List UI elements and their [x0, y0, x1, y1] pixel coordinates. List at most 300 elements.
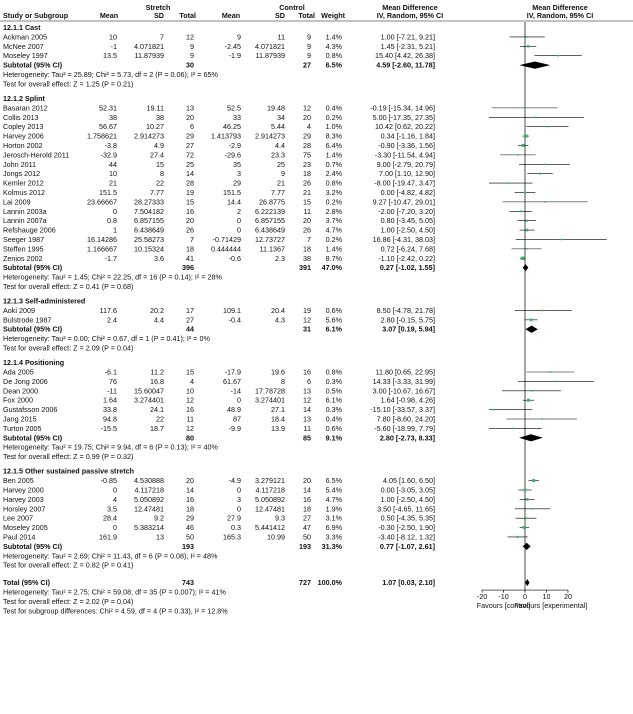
study-weight: 2.8%: [325, 206, 342, 216]
stretch-mean: 0.8: [107, 216, 117, 226]
header-weight: Weight: [321, 11, 345, 20]
stretch-sd: 27.4: [150, 150, 164, 160]
point-estimate-square: [512, 428, 514, 430]
control-sd: 2.914273: [255, 131, 285, 141]
study-name: Jongs 2012: [3, 169, 41, 179]
control-sd: 2.3: [275, 253, 285, 263]
stretch-mean: 1: [113, 225, 117, 235]
control-mean: 35: [233, 159, 241, 169]
header-study: Study or Subgroup: [3, 11, 69, 20]
study-weight: 1.0%: [325, 122, 342, 132]
header-mean-difference: Mean Difference: [382, 3, 438, 12]
point-estimate-square: [517, 154, 519, 156]
stretch-mean: 23.66667: [87, 197, 117, 207]
subgroup-overall-effect: Test for overall effect: Z = 0.41 (P = 0.68): [3, 281, 134, 291]
study-name: Harvey 2000: [3, 485, 44, 495]
stretch-total: 72: [186, 150, 194, 160]
subtotal-diamond: [523, 264, 529, 271]
study-name: Jerosch-Herold 2011: [3, 150, 70, 160]
stretch-mean: -6.1: [104, 367, 117, 377]
subgroup-title: 12.1.4 Positioning: [3, 358, 65, 368]
control-mean: 0.444444: [211, 244, 241, 254]
subgroup-differences: Test for subgroup differences: Chi² = 4.59, df = 4 (P = 0.33), I² = 12.8%: [3, 606, 228, 616]
subtotal-label: Subtotal (95% CI): [3, 324, 63, 334]
study-ci: 0.34 [-1.16, 1.84]: [380, 131, 435, 141]
subtotal-diamond: [519, 62, 550, 69]
stretch-mean: 0: [113, 485, 117, 495]
control-mean: 29: [233, 178, 241, 188]
stretch-sd: 10.27: [146, 122, 164, 132]
control-sd: 17.78728: [255, 386, 285, 396]
control-sd: 3.279121: [255, 476, 285, 486]
stretch-mean: 1.64: [103, 395, 117, 405]
study-weight: 6.4%: [325, 140, 342, 150]
study-weight: 4.7%: [325, 225, 342, 235]
control-total: 21: [303, 187, 311, 197]
stretch-sd: 10.15324: [134, 244, 164, 254]
control-mean: 48.9: [227, 405, 241, 415]
study-ci: -5.60 [-18.99, 7.79]: [374, 423, 435, 433]
study-name: Turton 2005: [3, 423, 42, 433]
control-sd: 5.050892: [255, 494, 285, 504]
study-name: Refshauge 2006: [3, 225, 56, 235]
control-sd: 5.44: [271, 122, 285, 132]
study-ci: 14.33 [-3.33, 31.99]: [372, 376, 435, 386]
point-estimate-square: [526, 229, 529, 232]
x-axis-tick-label: 10: [542, 592, 551, 602]
stretch-total: 25: [186, 159, 194, 169]
point-estimate-square: [527, 399, 530, 402]
control-sd: 11.87939: [255, 51, 285, 61]
study-name: Aoki 2009: [3, 305, 35, 315]
stretch-sd: 13: [156, 532, 164, 542]
subtotal-control-total: 27: [303, 60, 311, 70]
control-total: 50: [303, 532, 311, 542]
control-mean: 0: [237, 485, 241, 495]
stretch-total: 20: [186, 216, 194, 226]
header-sd1: SD: [154, 11, 164, 20]
stretch-sd: 3.6: [154, 253, 164, 263]
control-total: 14: [303, 405, 311, 415]
control-mean: 52.5: [227, 103, 241, 113]
stretch-total: 20: [186, 476, 194, 486]
stretch-sd: 3.274401: [134, 395, 164, 405]
control-sd: 23.3: [271, 150, 285, 160]
stretch-mean: 38: [109, 112, 117, 122]
stretch-mean: 151.5: [99, 187, 117, 197]
header-group2: Control: [279, 3, 305, 12]
study-ci: 4.05 [1.60, 6.50]: [383, 476, 435, 486]
stretch-total: 12: [186, 32, 194, 42]
x-axis-tick-label: 0: [523, 592, 527, 602]
stretch-total: 18: [186, 504, 194, 514]
point-estimate-square: [526, 498, 529, 501]
study-ci: 10.42 [0.62, 20.22]: [375, 122, 435, 132]
study-weight: 0.3%: [325, 405, 342, 415]
control-total: 27: [303, 513, 311, 523]
study-weight: 0.8%: [325, 178, 342, 188]
stretch-sd: 4.071821: [134, 41, 164, 51]
subtotal-control-total: 193: [299, 541, 311, 551]
study-name: Copley 2013: [3, 122, 44, 132]
point-estimate-square: [532, 479, 535, 482]
stretch-mean: 56.67: [99, 122, 117, 132]
study-name: Jang 2015: [3, 414, 37, 424]
study-weight: 0.2%: [325, 234, 342, 244]
subgroup-overall-effect: Test for overall effect: Z = 0.82 (P = 0.41): [3, 560, 134, 570]
stretch-sd: 7: [160, 32, 164, 42]
study-name: Collis 2013: [3, 112, 39, 122]
stretch-mean: 0: [113, 523, 117, 533]
study-weight: 0.3%: [325, 376, 342, 386]
stretch-sd: 2.914273: [134, 131, 164, 141]
control-mean: 0.3: [231, 523, 241, 533]
control-total: 16: [303, 367, 311, 377]
control-mean: 27.9: [227, 513, 241, 523]
point-estimate-square: [525, 517, 527, 519]
study-ci: 9.27 [-10.47, 29.01]: [372, 197, 435, 207]
control-sd: 8: [281, 376, 285, 386]
study-ci: 5.00 [-17.35, 27.35]: [372, 112, 435, 122]
stretch-sd: 19.11: [146, 103, 164, 113]
header-mean-difference-plot: Mean Difference: [532, 3, 588, 12]
stretch-mean: -11: [107, 386, 117, 396]
subtotal-ci: 0.77 [-1.07, 2.61]: [379, 541, 435, 551]
study-ci: -3.30 [-11.54, 4.94]: [374, 150, 435, 160]
subtotal-control-total: 31: [303, 324, 311, 334]
study-weight: 5.6%: [325, 315, 342, 325]
control-sd: 11: [277, 32, 285, 42]
stretch-mean: 4: [113, 494, 117, 504]
control-sd: 25: [277, 159, 285, 169]
control-mean: 14.4: [227, 197, 241, 207]
study-ci: 2.80 [-0.15, 5.75]: [380, 315, 435, 325]
control-sd: 21: [277, 178, 285, 188]
study-weight: 0.8%: [325, 51, 342, 61]
control-sd: 3.274401: [255, 395, 285, 405]
control-total: 20: [303, 476, 311, 486]
study-ci: 0.80 [-3.45, 5.05]: [380, 216, 435, 226]
study-name: Horton 2002: [3, 140, 43, 150]
control-sd: 12.73727: [255, 234, 285, 244]
control-mean: -4.9: [228, 476, 241, 486]
study-weight: 6.5%: [325, 476, 342, 486]
control-mean: 3: [237, 169, 241, 179]
control-total: 29: [303, 131, 311, 141]
point-estimate-square: [542, 310, 544, 312]
control-total: 13: [303, 386, 311, 396]
study-weight: 1.4%: [325, 244, 342, 254]
control-total: 28: [303, 140, 311, 150]
control-total: 12: [303, 395, 311, 405]
study-ci: 1.00 [-2.50, 4.50]: [380, 494, 435, 504]
subgroup-title: 12.1.2 Splint: [3, 93, 45, 103]
stretch-total: 29: [186, 131, 194, 141]
stretch-total: 28: [186, 178, 194, 188]
control-mean: -2.45: [224, 41, 241, 51]
point-estimate-square: [526, 248, 528, 250]
subgroup-heterogeneity: Heterogeneity: Tau² = 1.45; Chi² = 22.25, df = 16 (P = 0.14); I² = 28%: [3, 272, 222, 282]
control-sd: 19.48: [267, 103, 285, 113]
stretch-sd: 4.9: [154, 140, 164, 150]
study-name: McNee 2007: [3, 41, 44, 51]
subgroup-title: 12.1.1 Cast: [3, 23, 41, 32]
total-stretch-total: 743: [182, 578, 194, 588]
control-total: 9: [307, 41, 311, 51]
study-ci: 0.50 [-4.35, 5.35]: [380, 513, 435, 523]
point-estimate-square: [560, 239, 562, 241]
control-sd: 6.222139: [255, 206, 285, 216]
stretch-mean: 2.4: [107, 315, 117, 325]
control-mean: 165.3: [223, 532, 241, 542]
control-total: 23: [303, 159, 311, 169]
stretch-mean: 1.166667: [87, 244, 117, 254]
stretch-sd: 15.60047: [134, 386, 164, 396]
study-name: Bulstrode 1987: [3, 315, 52, 325]
study-name: Kemler 2012: [3, 178, 44, 188]
stretch-sd: 16.8: [150, 376, 164, 386]
control-sd: 18.4: [271, 414, 285, 424]
study-weight: 0.5%: [325, 386, 342, 396]
subtotal-weight: 31.3%: [321, 541, 342, 551]
study-name: Lannin 2007a: [3, 216, 47, 226]
study-ci: 3.00 [-10.67, 16.67]: [372, 386, 435, 396]
point-estimate-square: [521, 257, 525, 261]
point-estimate-square: [524, 107, 526, 109]
stretch-total: 9: [190, 41, 194, 51]
control-total: 18: [303, 504, 311, 514]
subtotal-weight: 6.1%: [325, 324, 342, 334]
stretch-total: 12: [186, 395, 194, 405]
control-mean: -29.6: [224, 150, 241, 160]
stretch-sd: 4.117218: [134, 485, 164, 495]
stretch-total: 17: [186, 305, 194, 315]
stretch-sd: 24.1: [150, 405, 164, 415]
control-mean: 0: [237, 225, 241, 235]
control-total: 16: [303, 494, 311, 504]
stretch-total: 19: [186, 187, 194, 197]
control-total: 9: [307, 32, 311, 42]
control-total: 4: [307, 122, 311, 132]
study-ci: -3.40 [-8.12, 1.32]: [378, 532, 435, 542]
study-name: Steffen 1995: [3, 244, 44, 254]
stretch-total: 4: [190, 376, 194, 386]
study-ci: -0.19 [-15.34, 14.96]: [370, 103, 435, 113]
control-mean: 109.1: [223, 305, 241, 315]
study-weight: 3.7%: [325, 216, 342, 226]
stretch-total: 27: [186, 140, 194, 150]
study-weight: 3.2%: [325, 187, 342, 197]
study-name: Fox 2000: [3, 395, 33, 405]
control-mean: -14: [230, 386, 241, 396]
point-estimate-square: [544, 201, 546, 203]
stretch-sd: 7.77: [150, 187, 164, 197]
stretch-mean: 52.31: [99, 103, 117, 113]
study-name: Lannin 2003a: [3, 206, 47, 216]
stretch-mean: 94.8: [103, 414, 117, 424]
total-ci: 1.07 [0.03, 2.10]: [382, 578, 435, 588]
stretch-total: 41: [186, 253, 194, 263]
subgroup-title: 12.1.3 Self-administered: [3, 296, 86, 306]
stretch-total: 50: [186, 532, 194, 542]
subgroup-title: 12.1.5 Other sustained passive stretch: [3, 466, 135, 476]
point-estimate-square: [526, 36, 528, 38]
control-mean: 2: [237, 206, 241, 216]
study-weight: 4.7%: [325, 494, 342, 504]
header-mean2: Mean: [221, 11, 241, 20]
control-mean: 87: [233, 414, 241, 424]
study-weight: 0.2%: [325, 112, 342, 122]
point-estimate-square: [524, 489, 527, 492]
control-sd: 27.1: [271, 405, 285, 415]
subgroup-overall-effect: Test for overall effect: Z = 1.25 (P = 0.21): [3, 79, 134, 89]
stretch-sd: 5.050892: [134, 494, 164, 504]
study-ci: 1.64 [-0.98, 4.26]: [380, 395, 435, 405]
study-ci: 1.00 [-2.50, 4.50]: [380, 225, 435, 235]
stretch-sd: 11.2: [150, 367, 164, 377]
control-total: 18: [303, 244, 311, 254]
study-ci: 0.00 [-3.05, 3.05]: [380, 485, 435, 495]
favours-control-label: Favours [control]: [476, 601, 531, 611]
stretch-sd: 6.857155: [134, 216, 164, 226]
header-method-plot: IV, Random, 95% CI: [526, 11, 594, 20]
study-weight: 6.1%: [325, 395, 342, 405]
control-total: 47: [303, 523, 311, 533]
control-sd: 12.47481: [255, 504, 285, 514]
study-name: Lee 2007: [3, 513, 33, 523]
point-estimate-square: [523, 526, 526, 529]
favours-experimental-label: Favours [experimental]: [514, 601, 588, 611]
x-axis-tick-label: -10: [498, 592, 509, 602]
study-name: De Jong 2006: [3, 376, 48, 386]
point-estimate-square: [541, 418, 543, 420]
study-ci: 0.00 [-4.82, 4.82]: [380, 187, 435, 197]
control-sd: 10.99: [267, 532, 285, 542]
stretch-total: 16: [186, 405, 194, 415]
study-weight: 3.1%: [325, 513, 342, 523]
study-name: Kolmus 2012: [3, 187, 45, 197]
stretch-sd: 5.383214: [134, 523, 164, 533]
stretch-total: 16: [186, 206, 194, 216]
stretch-total: 29: [186, 513, 194, 523]
study-ci: 7.00 [1.10, 12.90]: [379, 169, 435, 179]
control-mean: -0.6: [228, 253, 241, 263]
point-estimate-square: [524, 191, 526, 193]
stretch-sd: 6.438649: [134, 225, 164, 235]
control-sd: 9.3: [275, 513, 285, 523]
study-name: Gustafsson 2006: [3, 405, 58, 415]
study-name: Harvey 2003: [3, 494, 44, 504]
stretch-mean: -15.5: [100, 423, 117, 433]
subtotal-ci: 4.59 [-2.60, 11.78]: [376, 60, 435, 70]
stretch-mean: -3.8: [104, 140, 117, 150]
header-group1: Stretch: [145, 3, 171, 12]
stretch-sd: 9.2: [154, 513, 164, 523]
stretch-total: 12: [186, 423, 194, 433]
total-control-total: 727: [299, 578, 311, 588]
stretch-sd: 8: [160, 169, 164, 179]
study-weight: 0.4%: [325, 414, 342, 424]
stretch-mean: 117.6: [99, 305, 117, 315]
subtotal-ci: 3.07 [0.19, 5.94]: [382, 324, 435, 334]
stretch-mean: 28.4: [103, 513, 117, 523]
control-mean: -9.9: [228, 423, 241, 433]
stretch-mean: 44: [109, 159, 117, 169]
control-total: 20: [303, 216, 311, 226]
point-estimate-square: [550, 371, 552, 373]
stretch-sd: 18.7: [150, 423, 164, 433]
subtotal-diamond: [525, 326, 537, 333]
point-estimate-square: [532, 508, 534, 510]
subtotal-stretch-total: 44: [186, 324, 194, 334]
subtotal-weight: 47.0%: [321, 263, 342, 273]
study-name: Ada 2005: [3, 367, 34, 377]
control-sd: 4.071821: [255, 41, 285, 51]
study-name: Lai 2009: [3, 197, 31, 207]
stretch-sd: 11.87939: [134, 51, 164, 61]
control-mean: 3: [237, 494, 241, 504]
point-estimate-square: [524, 134, 527, 137]
study-name: Seeger 1987: [3, 234, 45, 244]
subtotal-label: Subtotal (95% CI): [3, 541, 63, 551]
study-name: Ackman 2005: [3, 32, 47, 42]
study-ci: 0.72 [-6.24, 7.68]: [380, 244, 435, 254]
subtotal-stretch-total: 396: [182, 263, 194, 273]
point-estimate-square: [547, 126, 549, 128]
stretch-sd: 25.58273: [134, 234, 164, 244]
stretch-total: 27: [186, 315, 194, 325]
study-ci: 1.00 [-7.21, 9.21]: [380, 32, 435, 42]
control-sd: 19.6: [271, 367, 285, 377]
point-estimate-square: [507, 182, 509, 184]
control-sd: 7.77: [271, 187, 285, 197]
subtotal-ci: 0.27 [-1.02, 1.55]: [379, 263, 435, 273]
point-estimate-square: [535, 116, 537, 118]
header-total1: Total: [179, 11, 196, 20]
study-ci: -1.10 [-2.42, 0.22]: [378, 253, 435, 263]
study-weight: 0.2%: [325, 197, 342, 207]
study-weight: 0.8%: [325, 367, 342, 377]
control-total: 18: [303, 169, 311, 179]
control-sd: 4.4: [275, 140, 285, 150]
control-total: 11: [303, 423, 311, 433]
subtotal-stretch-total: 80: [186, 433, 194, 443]
subgroup-overall-effect: Test for overall effect: Z = 2.09 (P = 0.04): [3, 343, 134, 353]
study-weight: 4.3%: [325, 41, 342, 51]
control-sd: 6.438649: [255, 225, 285, 235]
subtotal-weight: 6.5%: [325, 60, 342, 70]
point-estimate-square: [517, 536, 519, 538]
study-weight: 0.6%: [325, 423, 342, 433]
header-method: IV, Random, 95% CI: [376, 11, 444, 20]
control-sd: 11.1367: [259, 244, 285, 254]
stretch-total: 20: [186, 112, 194, 122]
study-weight: 2.4%: [325, 169, 342, 179]
subgroup-heterogeneity: Heterogeneity: Tau² = 19.75; Chi² = 9.94, df = 6 (P = 0.13); I² = 40%: [3, 442, 218, 452]
header-sd2: SD: [275, 11, 285, 20]
subtotal-diamond: [519, 434, 543, 441]
subtotal-diamond: [523, 543, 531, 550]
subtotal-weight: 9.1%: [325, 433, 342, 443]
study-weight: 8.7%: [325, 253, 342, 263]
point-estimate-square: [527, 45, 529, 47]
control-sd: 20.4: [271, 305, 285, 315]
control-total: 6: [307, 376, 311, 386]
stretch-total: 16: [186, 494, 194, 504]
subtotal-label: Subtotal (95% CI): [3, 263, 63, 273]
study-ci: 11.80 [0.65, 22.95]: [375, 367, 435, 377]
control-sd: 34: [277, 112, 285, 122]
